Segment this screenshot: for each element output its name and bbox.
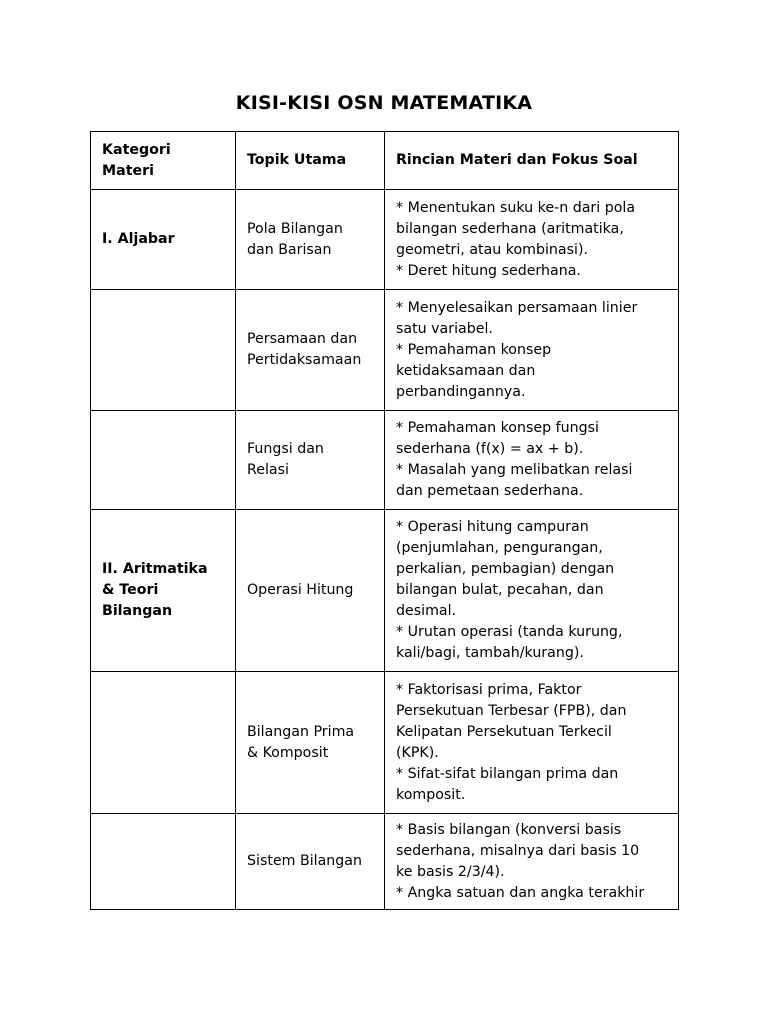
table-row	[91, 411, 679, 510]
cell-kategori	[91, 672, 236, 814]
cell-rincian: * Operasi hitung campuran (penjumlahan, pengurangan, perkalian, pembagian) dengan bilangan bulat, pecahan, dan desimal. * Urutan operasi (tanda kurung, kali/bagi, tambah/kurang).	[385, 510, 679, 672]
table-row	[91, 290, 679, 411]
table-row	[91, 814, 679, 910]
cell-topik: Persamaan dan Pertidaksamaan	[236, 290, 385, 411]
cell-topik: Fungsi dan Relasi	[236, 411, 385, 510]
cell-topik: Operasi Hitung	[236, 510, 385, 672]
table-row	[91, 672, 679, 814]
cell-rincian: * Basis bilangan (konversi basis sederhana, misalnya dari basis 10 ke basis 2/3/4). * Angka satuan dan angka terakhir	[385, 814, 679, 910]
header-kategori: Kategori Materi	[91, 132, 236, 190]
header-rincian: Rincian Materi dan Fokus Soal	[385, 132, 679, 190]
cell-kategori	[91, 290, 236, 411]
cell-rincian: * Pemahaman konsep fungsi sederhana (f(x) = ax + b). * Masalah yang melibatkan relasi dan pemetaan sederhana.	[385, 411, 679, 510]
table-header-row	[91, 132, 679, 190]
cell-topik: Bilangan Prima & Komposit	[236, 672, 385, 814]
cell-kategori: I. Aljabar	[91, 190, 236, 290]
cell-topik: Sistem Bilangan	[236, 814, 385, 910]
cell-rincian: * Faktorisasi prima, Faktor Persekutuan Terbesar (FPB), dan Kelipatan Persekutuan Terkecil (KPK). * Sifat-sifat bilangan prima dan komposit.	[385, 672, 679, 814]
cell-kategori	[91, 411, 236, 510]
cell-rincian: * Menyelesaikan persamaan linier satu variabel. * Pemahaman konsep ketidaksamaan dan perbandingannya.	[385, 290, 679, 411]
cell-kategori: II. Aritmatika & Teori Bilangan	[91, 510, 236, 672]
cell-topik: Pola Bilangan dan Barisan	[236, 190, 385, 290]
table-row	[91, 510, 679, 672]
header-topik: Topik Utama	[236, 132, 385, 190]
cell-kategori	[91, 814, 236, 910]
cell-rincian: * Menentukan suku ke-n dari pola bilangan sederhana (aritmatika, geometri, atau kombinasi). * Deret hitung sederhana.	[385, 190, 679, 290]
syllabus-table	[90, 131, 679, 910]
page-title: KISI-KISI OSN MATEMATIKA	[235, 92, 533, 114]
table-row	[91, 190, 679, 290]
